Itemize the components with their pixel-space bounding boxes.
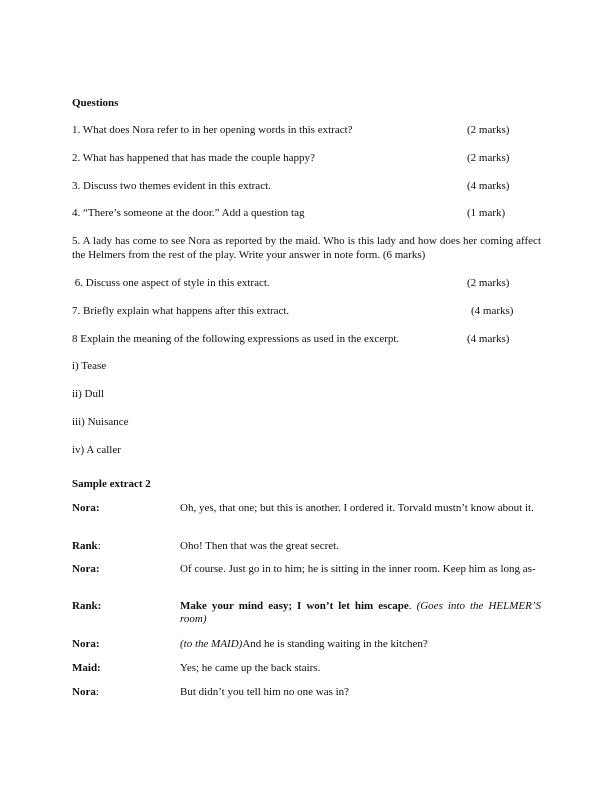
dialogue-line: Of course. Just go in to him; he is sitting in the inner room. Keep him as long as- [180,563,536,575]
question-3-marks: (4 marks) [467,180,510,192]
questions-heading: Questions [72,97,119,109]
question-3: 3. Discuss two themes evident in this extract. [72,180,271,192]
stage-direction: (Goes into the HELMER’S room) [180,600,542,625]
question-2: 2. What has happened that has made the couple happy? [72,152,315,164]
speaker-label [72,686,99,699]
speaker-label: Nora: [72,638,100,650]
question-1-marks: (2 marks) [467,124,510,136]
question-4: 4. “There’s someone at the door.” Add a question tag [72,207,305,219]
dialogue-text: And he is standing waiting in the kitchen? [242,638,428,650]
expression-item: iv) A caller [72,444,121,456]
speaker-name: Rank [72,540,98,552]
speaker-label [72,540,101,553]
speaker-name: Nora [72,686,96,698]
question-5: 5. A lady has come to see Nora as reported by the maid. Who is this lady and how does her coming affect the Helmers from the rest of the play. Write your answer in note form. (6 marks) [72,235,541,261]
question-4-marks: (1 mark) [467,207,506,219]
question-8: 8 Explain the meaning of the following expressions as used in the excerpt. [72,333,400,345]
speaker-label: Nora: [72,502,100,514]
dialogue-line: Oh, yes, that one; but this is another. I ordered it. Torvald mustn’t know about it. [180,502,534,514]
expression-item: iii) Nuisance [72,416,129,428]
speaker-colon: : [95,686,99,698]
question-6: 6. Discuss one aspect of style in this extract. [72,277,270,289]
dialogue-text: . [408,600,417,612]
question-7: 7. Briefly explain what happens after this extract. [72,305,290,317]
speaker-label: Nora: [72,563,100,575]
question-1: 1. What does Nora refer to in her opening words in this extract? [72,124,353,136]
question-8-marks: (4 marks) [467,333,510,345]
question-2-marks: (2 marks) [467,152,510,164]
dialogue-line: Oho! Then that was the great secret. [180,540,339,552]
extract-title: Sample extract 2 [72,478,151,490]
expression-item: ii) Dull [72,388,105,400]
speaker-colon: : [97,540,101,552]
speaker-label: Rank: [72,600,102,612]
dialogue-line [180,600,541,626]
dialogue-line: Yes; he came up the back stairs. [180,662,321,674]
speaker-label: Maid: [72,662,101,674]
stage-direction: (to the MAID) [180,638,243,650]
dialogue-line: But didn’t you tell him no one was in? [180,686,350,698]
stage-bold-text: Make your mind easy; I won’t let him escape [180,600,409,612]
expression-item: i) Tease [72,360,107,372]
dialogue-line [180,638,541,651]
question-7-marks: (4 marks) [471,305,514,317]
question-6-marks: (2 marks) [467,277,510,289]
